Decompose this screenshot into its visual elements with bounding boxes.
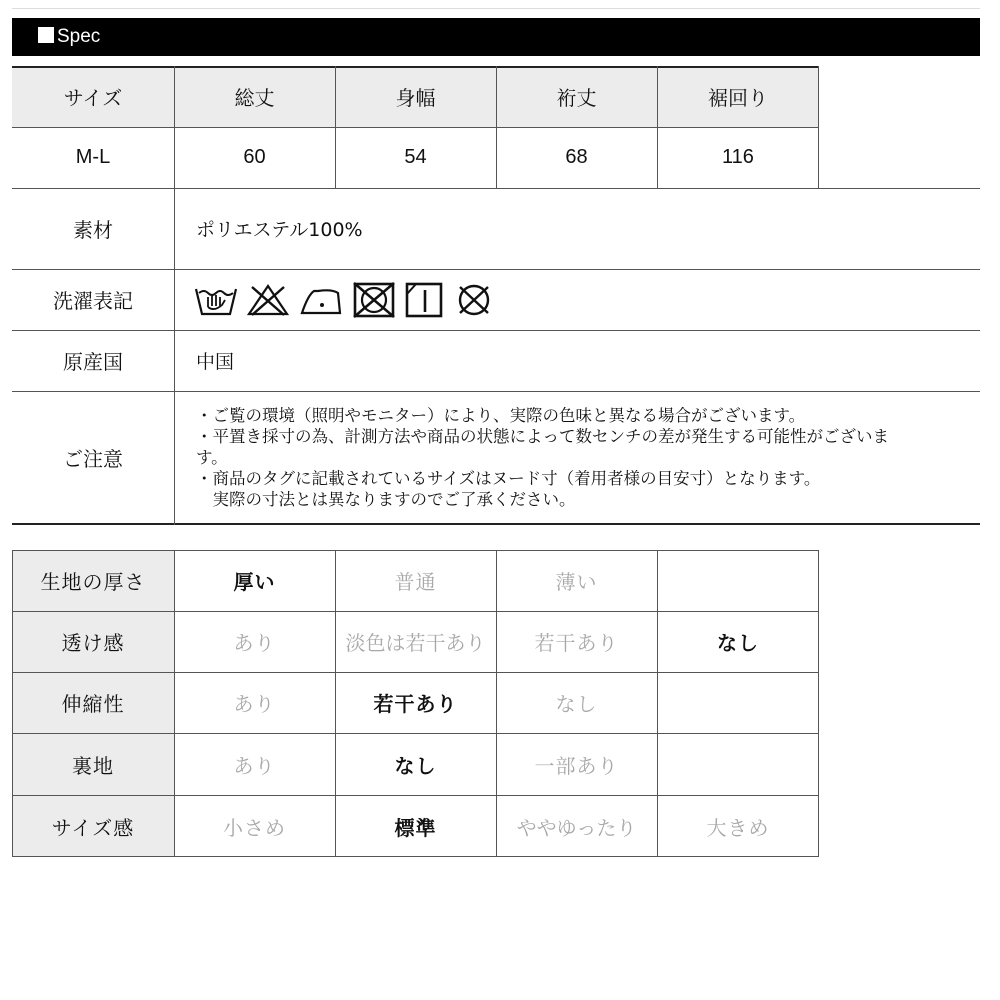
note-line: 実際の寸法とは異なりますのでご了承ください。 [196,489,576,509]
sleeve-header: 裄丈 [496,66,657,127]
feature-option [657,550,819,611]
feature-option: 標準 [394,815,437,840]
feature-option: なし [555,692,598,716]
hem-header: 裾回り [657,66,819,127]
table-border [12,672,819,673]
feature-option: なし [717,631,759,655]
width-header: 身幅 [335,66,496,127]
no-dry-clean-icon [452,282,496,318]
feature-option: 若干あり [373,692,458,716]
table-border [12,550,13,857]
top-divider [12,8,980,9]
table-border [12,330,980,331]
feature-option: 淡色は若干あり [345,631,486,655]
size-header-label: サイズ [12,66,174,127]
table-border [12,523,980,525]
feature-option: 小さめ [223,815,286,840]
feature-label: 透け感 [12,611,174,672]
feature-label: サイズ感 [12,795,174,857]
hand-wash-icon [194,283,238,317]
note-line: ・ご覧の環境（照明やモニター）により、実際の色味と異なる場合がございます。 [196,405,806,425]
table-border [12,795,819,796]
square-bullet-icon [38,27,54,43]
feature-option: あり [233,753,276,778]
notes-label: ご注意 [63,446,123,471]
feature-option: 厚い [233,570,276,594]
no-bleach-icon [246,283,290,317]
table-border [496,550,497,857]
table-border [12,611,819,612]
no-tumble-dry-icon [352,282,396,318]
note-line: ・平置き採寸の為、計測方法や商品の状態によって数センチの差が発生する可能性がございま [196,426,889,446]
feature-option: なし [394,753,437,778]
table-border [818,66,819,188]
care-label: 洗濯表記 [53,289,133,313]
hem-value: 116 [722,146,754,168]
table-border [12,269,980,270]
care-icons-cell [174,269,980,330]
notes-value [174,391,980,523]
length-header: 総丈 [174,66,335,127]
table-border [12,391,980,392]
spec-header-bar [12,18,980,56]
spec-title: Spec [57,26,101,47]
feature-table [12,550,819,857]
line-dry-icon [404,282,444,318]
feature-option [657,733,819,795]
table-border [496,66,497,188]
table-border [12,66,819,68]
feature-option: 若干あり [534,631,619,655]
table-border [12,550,819,551]
table-border [12,733,819,734]
note-line: す。 [196,447,228,467]
feature-option: 普通 [394,570,437,594]
size-value: M-L [75,146,111,168]
table-border [335,66,336,188]
width-value: 54 [404,146,427,168]
table-border [657,66,658,188]
table-border [12,856,819,857]
material-value: ポリエステル100% [196,219,363,241]
feature-option: あり [233,692,276,716]
feature-option: 一部あり [534,753,619,778]
feature-option: ややゆったり [516,815,637,840]
feature-option [657,672,819,733]
feature-label: 裏地 [12,733,174,795]
length-value: 60 [243,146,266,168]
iron-low-icon [298,283,344,317]
origin-label: 原産国 [63,350,123,374]
table-border [335,550,336,857]
table-border [12,188,980,189]
table-border [657,550,658,857]
material-label: 素材 [73,218,113,242]
sleeve-value: 68 [565,146,588,168]
feature-option: 大きめ [706,815,770,840]
table-border [174,550,175,857]
feature-option: あり [233,631,276,655]
feature-label: 生地の厚さ [12,550,174,611]
table-border [12,127,819,128]
origin-value: 中国 [196,351,235,373]
table-border [818,550,819,857]
feature-option: 薄い [555,570,598,594]
note-line: ・商品のタグに記載されているサイズはヌード寸（着用者様の目安寸）となります。 [196,468,821,488]
table-border [174,66,175,525]
feature-label: 伸縮性 [12,672,174,733]
